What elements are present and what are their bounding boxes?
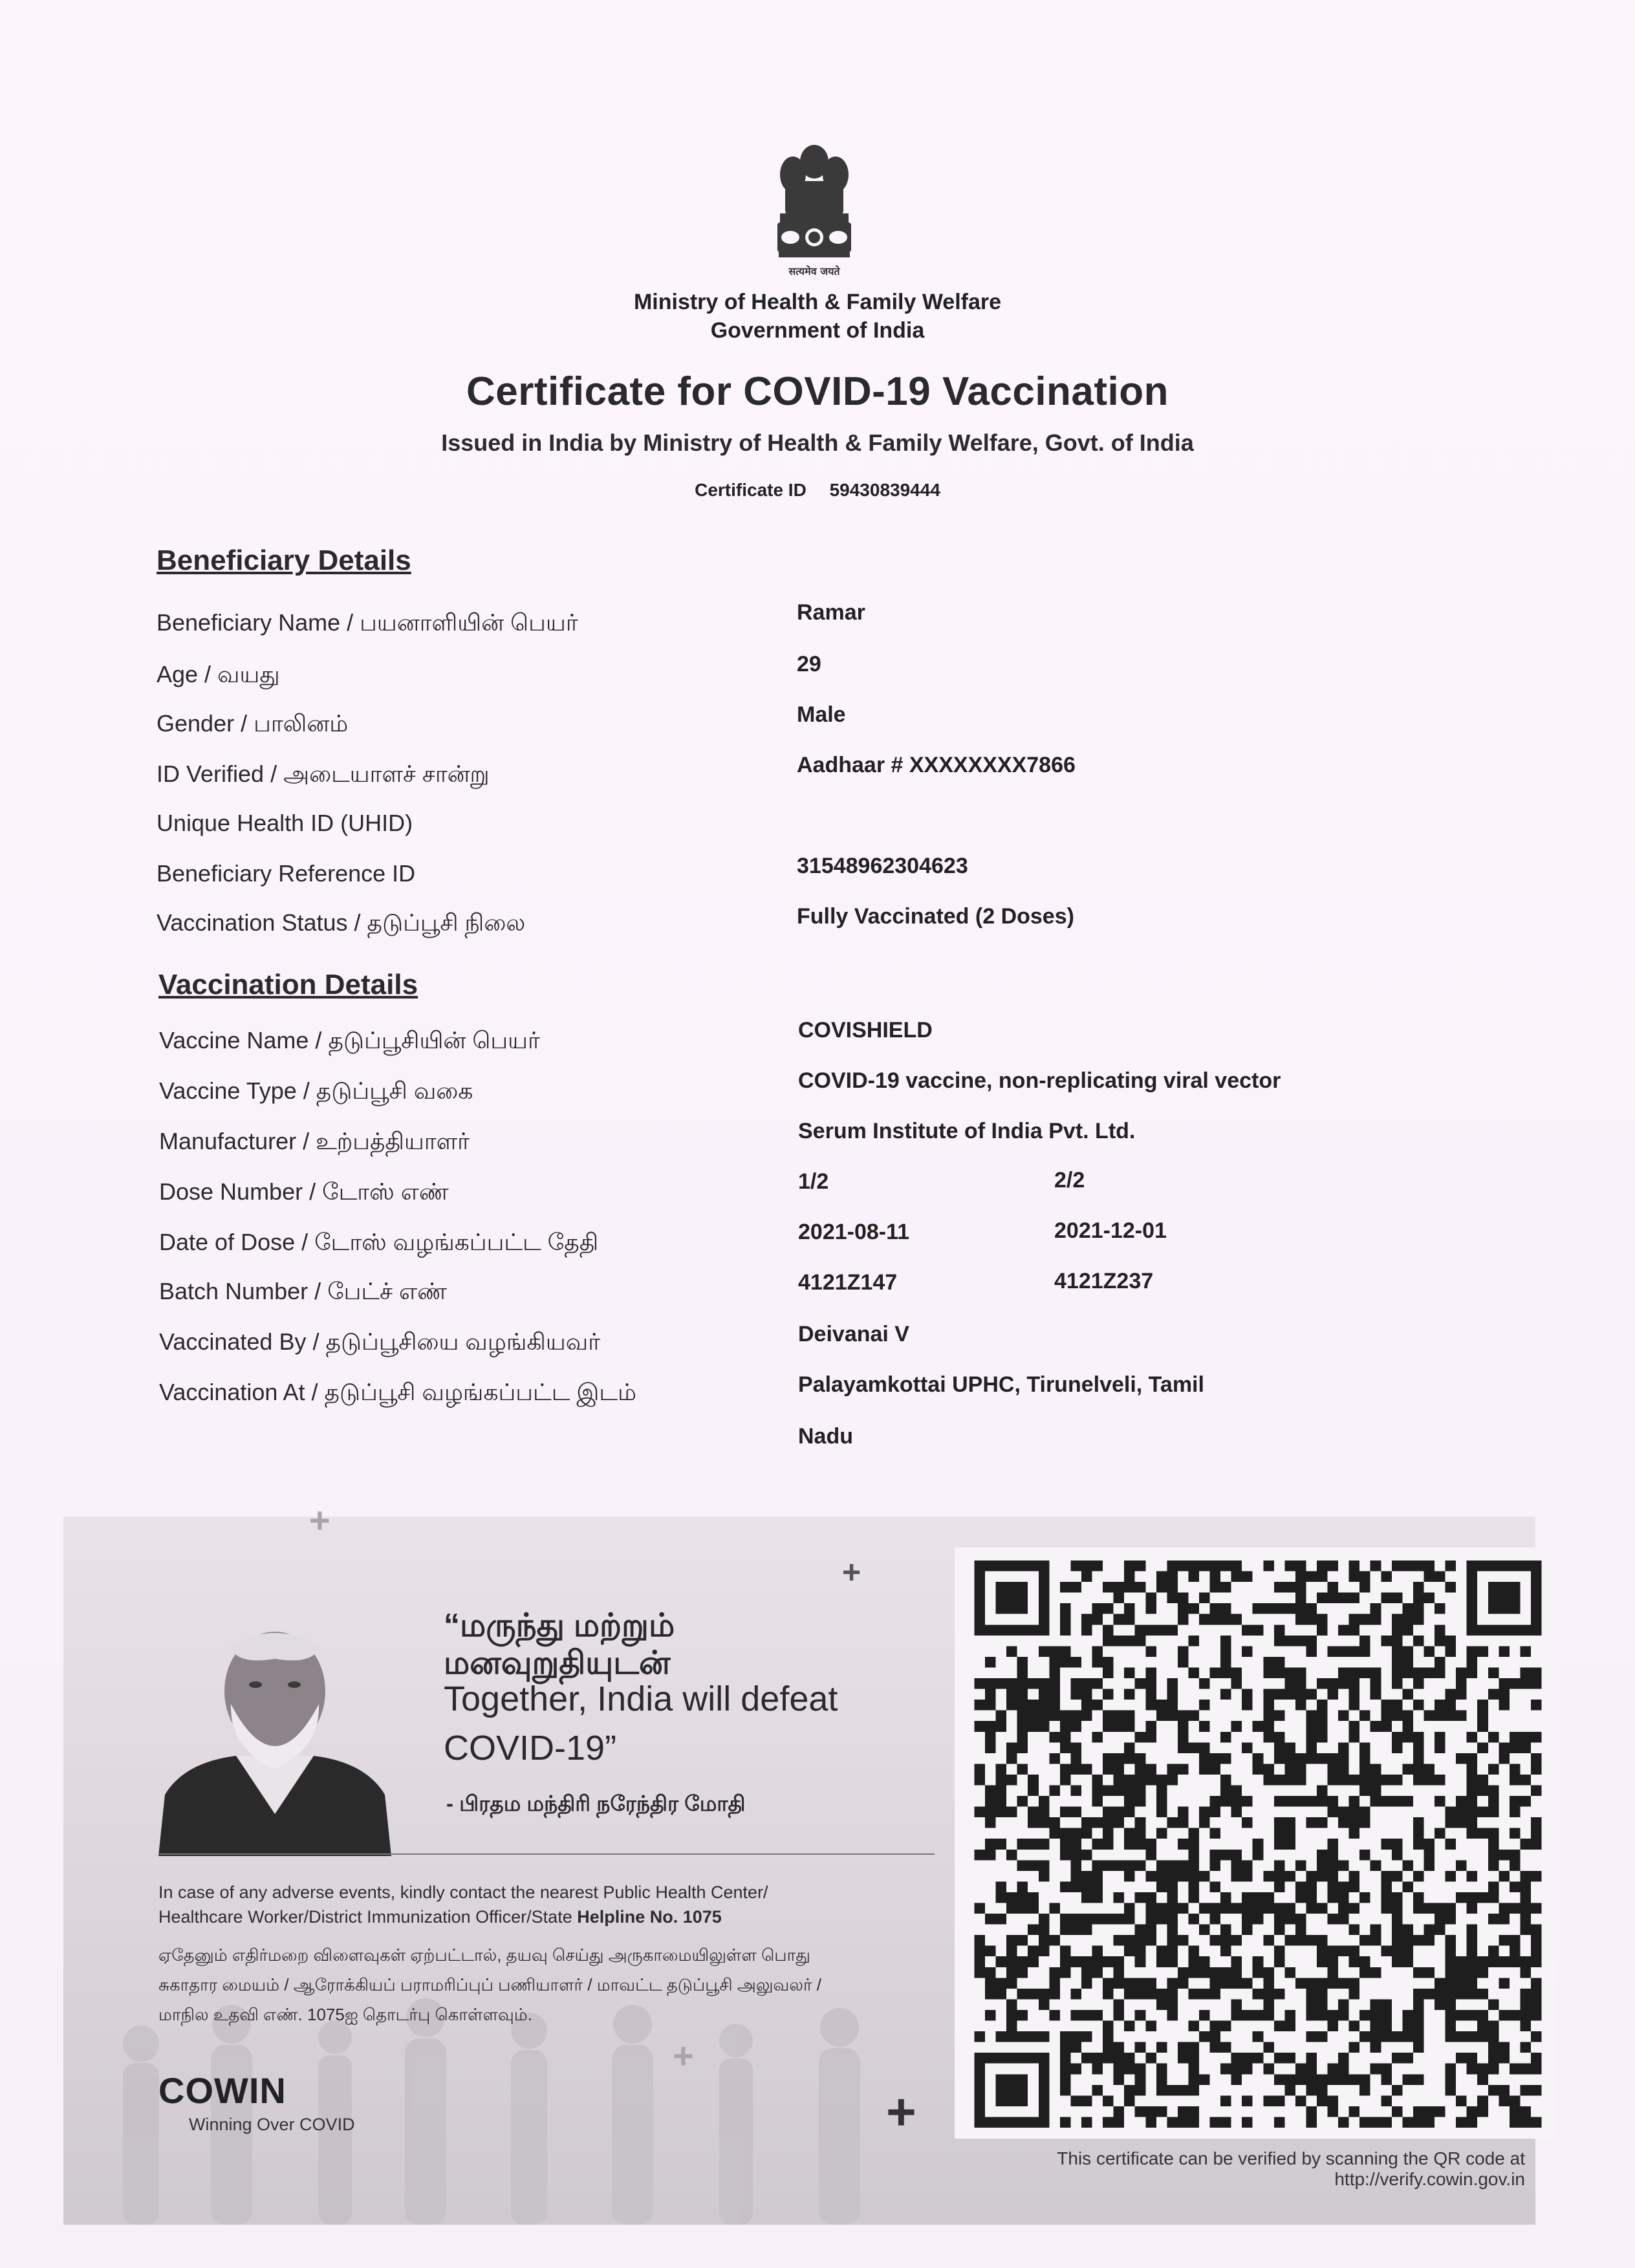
vaccination-status-value: Fully Vaccinated (2 Doses) bbox=[797, 904, 1074, 929]
vaccinated-by-label: Vaccinated By / தடுப்பூசியை வழங்கியவர் bbox=[159, 1328, 600, 1355]
gender-value: Male bbox=[797, 702, 846, 727]
quote-tamil-line-1: “மருந்து மற்றும் bbox=[444, 1607, 675, 1643]
reference-id-value: 31548962304623 bbox=[797, 854, 968, 878]
banner-divider bbox=[158, 1853, 935, 1855]
vaccine-type-label: Vaccine Type / தடுப்பூசி வகை bbox=[159, 1077, 473, 1104]
vaccination-at-value: Palayamkottai UPHC, Tirunelveli, Tamil bbox=[798, 1372, 1204, 1397]
helpline-tamil-line-3: மாநில உதவி எண். 1075ஐ தொடர்பு கொள்ளவும். bbox=[158, 2005, 532, 2024]
helpline-number: Helpline No. 1075 bbox=[577, 1907, 722, 1927]
helpline-english-line-2 bbox=[158, 1905, 935, 1929]
certificate-id-label: Certificate ID bbox=[695, 480, 807, 500]
vaccine-type-value: COVID-19 vaccine, non-replicating viral vector bbox=[798, 1068, 1281, 1093]
reference-id-label: Beneficiary Reference ID bbox=[157, 860, 416, 887]
plus-decoration: + bbox=[842, 1554, 861, 1590]
date-of-dose-label: Date of Dose / டோஸ் வழங்கப்பட்ட தேதி bbox=[159, 1229, 599, 1255]
dose-number-label: Dose Number / டோஸ் எண் bbox=[159, 1178, 449, 1205]
id-verified-label: ID Verified / அடையாளச் சான்று bbox=[157, 761, 490, 787]
certificate-id bbox=[0, 480, 1635, 501]
plus-decoration: + bbox=[673, 2035, 694, 2076]
quote-english-line-1: Together, India will defeat bbox=[444, 1679, 838, 1718]
page-title: Certificate for COVID-19 Vaccination bbox=[466, 369, 1169, 414]
manufacturer-value: Serum Institute of India Pvt. Ltd. bbox=[798, 1119, 1136, 1143]
batch-number-value-1: 4121Z147 bbox=[798, 1270, 898, 1295]
plus-decoration: + bbox=[309, 1500, 330, 1540]
date-of-dose-value-2: 2021-12-01 bbox=[1054, 1218, 1167, 1243]
dose-number-value-1: 1/2 bbox=[798, 1169, 829, 1194]
helpline-english-line-1: In case of any adverse events, kindly contact the nearest Public Health Center/ bbox=[158, 1883, 768, 1902]
ministry-name: Ministry of Health & Family Welfare bbox=[633, 290, 1002, 314]
batch-number-value-2: 4121Z237 bbox=[1054, 1269, 1154, 1293]
quote-tamil-line-2: மனவுறுதியுடன் bbox=[444, 1645, 671, 1681]
manufacturer-label: Manufacturer / உற்பத்தியாளர் bbox=[159, 1128, 470, 1154]
helpline-tamil-line-1: ஏதேனும் எதிர்மறை விளைவுகள் ஏற்பட்டால், தயவு செய்து அருகாமையிலுள்ள பொது bbox=[158, 1945, 810, 1965]
verify-note-line-1: This certificate can be verified by scanning the QR code at bbox=[1057, 2148, 1525, 2168]
vaccinated-by-value: Deivanai V bbox=[798, 1322, 909, 1346]
id-verified-value: Aadhaar # XXXXXXXX7866 bbox=[797, 753, 1076, 777]
emblem-motto: सत्यमेव जयते bbox=[788, 265, 840, 277]
government-name: Government of India bbox=[710, 318, 925, 343]
helpline-tamil-line-2: சுகாதார மையம் / ஆரோக்கியப் பராமரிப்புப் பணியாளர் / மாவட்ட தடுப்பூசி அலுவலர் / bbox=[158, 1975, 822, 1994]
date-of-dose-value-1: 2021-08-11 bbox=[798, 1220, 910, 1244]
cowin-logo: COWIN bbox=[158, 2070, 287, 2111]
vaccination-at-label: Vaccination At / தடுப்பூசி வழங்கப்பட்ட இடம் bbox=[159, 1379, 636, 1405]
cowin-tagline: Winning Over COVID bbox=[189, 2115, 355, 2134]
quote-attribution: - பிரதம மந்திரி நரேந்திர மோதி bbox=[446, 1791, 746, 1815]
page-subtitle: Issued in India by Ministry of Health & Family Welfare, Govt. of India bbox=[441, 429, 1194, 456]
vaccination-at-value-continued: Nadu bbox=[798, 1424, 853, 1449]
certificate-id-value: 59430839444 bbox=[829, 480, 940, 500]
beneficiary-section-title: Beneficiary Details bbox=[157, 545, 411, 576]
batch-number-label: Batch Number / பேட்ச் எண் bbox=[159, 1278, 447, 1304]
national-emblem-icon bbox=[766, 136, 863, 285]
plus-decoration: + bbox=[886, 2083, 916, 2141]
verify-url[interactable]: http://verify.cowin.gov.in bbox=[1334, 2169, 1525, 2189]
helpline-english-text: Healthcare Worker/District Immunization Officer/State bbox=[158, 1907, 572, 1927]
prime-minister-portrait bbox=[158, 1620, 391, 1856]
dose-number-value-2: 2/2 bbox=[1054, 1168, 1085, 1193]
uhid-label: Unique Health ID (UHID) bbox=[157, 810, 413, 836]
age-value: 29 bbox=[797, 652, 821, 676]
vaccine-name-value: COVISHIELD bbox=[798, 1018, 933, 1042]
gender-label: Gender / பாலினம் bbox=[157, 710, 349, 737]
vaccination-section-title: Vaccination Details bbox=[158, 969, 418, 1000]
beneficiary-name-value: Ramar bbox=[797, 600, 865, 625]
quote-english-line-2: COVID-19” bbox=[444, 1729, 617, 1767]
qr-code-icon[interactable] bbox=[973, 1561, 1543, 2128]
beneficiary-name-label: Beneficiary Name / பயனாளியின் பெயர் bbox=[157, 609, 578, 636]
vaccination-status-label: Vaccination Status / தடுப்பூசி நிலை bbox=[157, 909, 526, 936]
vaccine-name-label: Vaccine Name / தடுப்பூசியின் பெயர் bbox=[159, 1027, 540, 1053]
age-label: Age / வயது bbox=[157, 661, 280, 687]
